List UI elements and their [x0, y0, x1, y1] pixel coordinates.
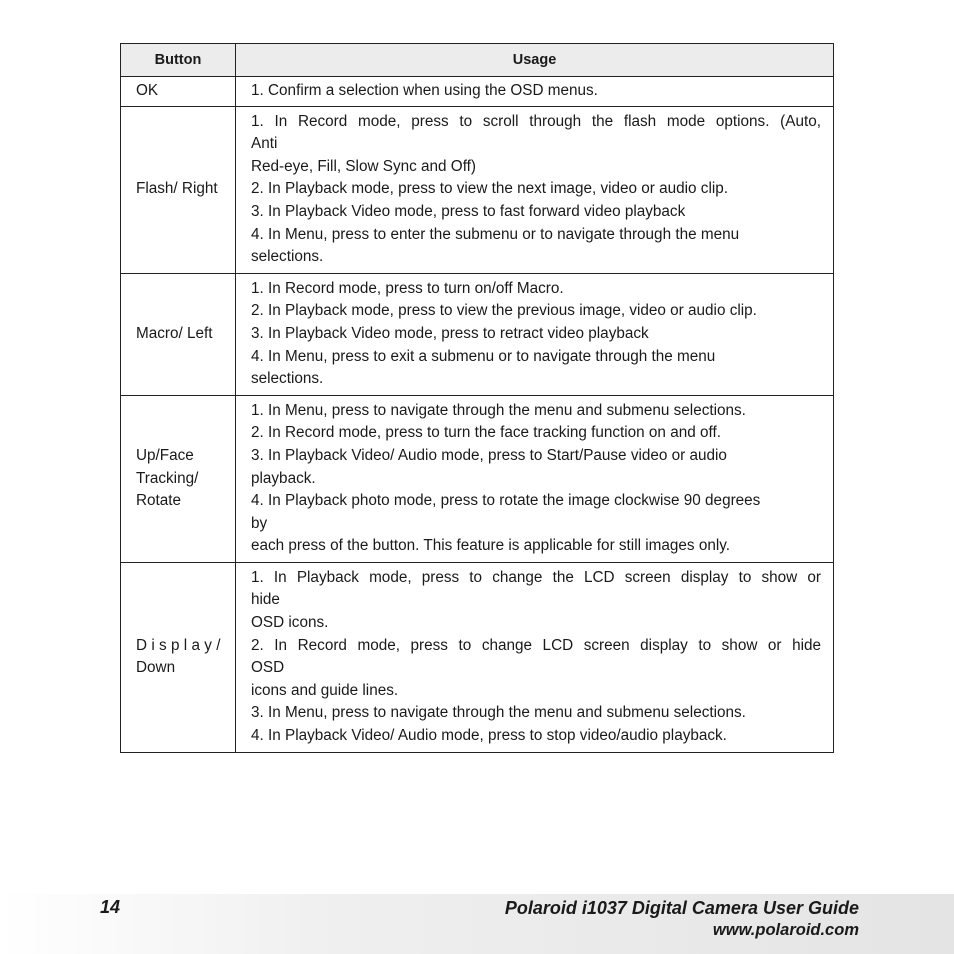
usage-line: 4. In Playback Video/ Audio mode, press to stop video/audio playback. — [251, 727, 727, 745]
header-button: Button — [121, 44, 236, 77]
button-name-line: Down — [136, 659, 176, 677]
usage-line: playback. — [251, 469, 316, 487]
usage-line: 3. In Playback Video mode, press to fast forward video playback — [251, 202, 686, 220]
button-name-display-down — [121, 562, 236, 752]
usage-line: Red-eye, Fill, Slow Sync and Off) — [251, 157, 477, 175]
button-name-line: Rotate — [136, 492, 182, 510]
usage-line: by — [251, 514, 268, 532]
usage-line: 1. Confirm a selection when using the OSD menus. — [251, 82, 598, 99]
usage-line: OSD — [251, 659, 285, 677]
usage-line: 3. In Playback Video mode, press to retract video playback — [251, 324, 649, 342]
usage-line: 2. In Playback mode, press to view the previous image, video or audio clip. — [251, 302, 757, 320]
table-row — [121, 106, 834, 273]
usage-line: 4. In Menu, press to exit a submenu or to navigate through the menu — [251, 347, 716, 365]
usage-line: Anti — [251, 135, 278, 153]
button-name-line: Tracking/ — [136, 469, 199, 487]
usage-line: selections. — [251, 248, 324, 266]
usage-display-down — [236, 562, 834, 752]
usage-line: 1. In Menu, press to navigate through the menu and submenu selections. — [251, 401, 746, 419]
table-row — [121, 273, 834, 395]
button-name-flash-right: Flash/ Right — [121, 106, 236, 273]
button-name-line: Up/Face — [136, 446, 194, 464]
button-name-line: Display/ — [136, 636, 225, 654]
usage-line: 4. In Menu, press to enter the submenu or to navigate through the menu — [251, 225, 740, 243]
table-header-row — [121, 44, 834, 77]
usage-line: 2. In Record mode, press to turn the face tracking function on and off. — [251, 424, 721, 442]
button-name-macro-left: Macro/ Left — [121, 273, 236, 395]
button-name-ok: OK — [121, 77, 236, 107]
usage-line: 1. In Record mode, press to turn on/off Macro. — [251, 279, 564, 297]
usage-up-face-tracking-rotate — [236, 395, 834, 562]
usage-macro-left — [236, 273, 834, 395]
guide-title: Polaroid i1037 Digital Camera User Guide — [504, 898, 859, 918]
page-number: 14 — [100, 897, 121, 917]
usage-line: 1. In Playback mode, press to change the LCD screen display to show or — [251, 568, 821, 586]
usage-line: 2. In Record mode, press to change LCD screen display to show or hide — [251, 636, 821, 654]
usage-line: 1. In Record mode, press to scroll through the flash mode options. (Auto, — [251, 112, 821, 130]
table-row — [121, 562, 834, 752]
button-name-up-face-tracking-rotate — [121, 395, 236, 562]
button-usage-table — [120, 43, 834, 753]
usage-line: each press of the button. This feature is applicable for still images only. — [251, 537, 730, 555]
usage-line: hide — [251, 591, 280, 609]
header-usage: Usage — [236, 44, 834, 77]
usage-line: 3. In Menu, press to navigate through the menu and submenu selections. — [251, 704, 746, 722]
usage-line: OSD icons. — [251, 614, 329, 632]
usage-line: 2. In Playback mode, press to view the next image, video or audio clip. — [251, 180, 729, 198]
usage-flash-right — [236, 106, 834, 273]
usage-line: selections. — [251, 370, 324, 388]
usage-line: icons and guide lines. — [251, 681, 399, 699]
table-row — [121, 77, 834, 107]
website-url: www.polaroid.com — [712, 921, 859, 939]
usage-line: 3. In Playback Video/ Audio mode, press to Start/Pause video or audio — [251, 446, 727, 464]
table-row — [121, 395, 834, 562]
usage-ok — [236, 77, 834, 107]
usage-line: 4. In Playback photo mode, press to rotate the image clockwise 90 degrees — [251, 492, 761, 510]
